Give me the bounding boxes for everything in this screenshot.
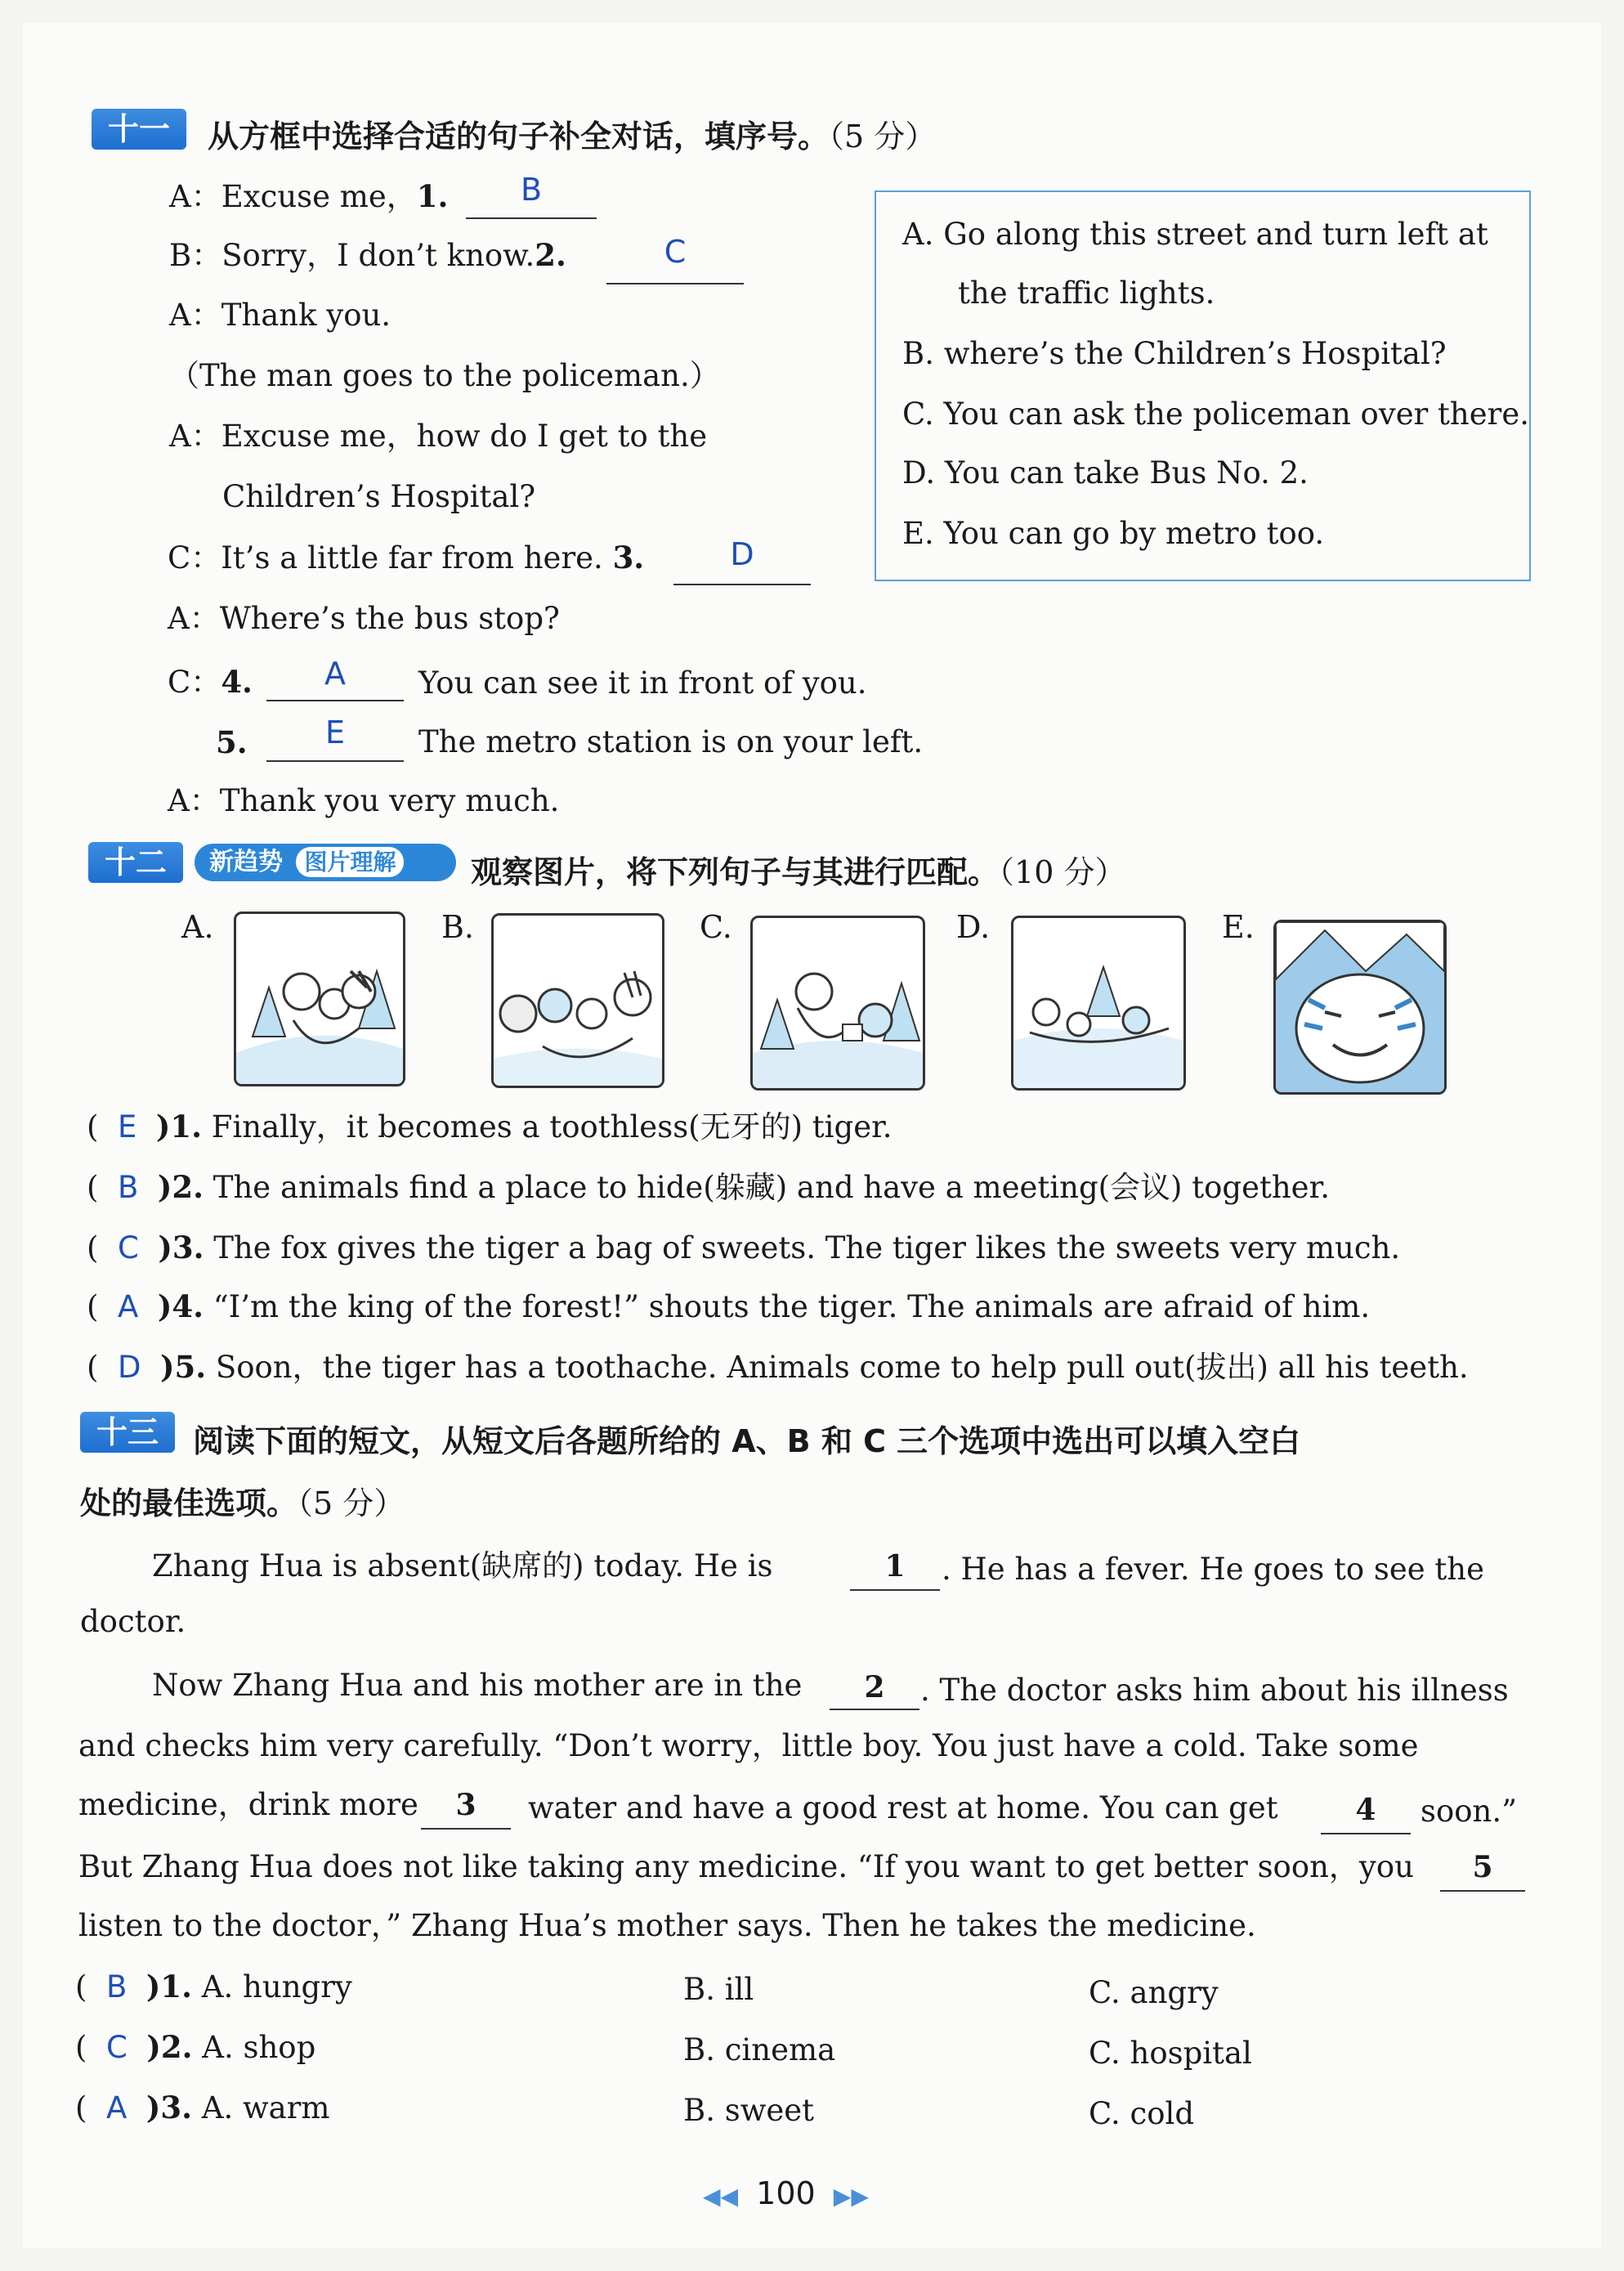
passage-blank-2-num: 2 — [864, 1670, 885, 1704]
passage-line-2h: listen to the doctor，” Zhang Hua’s mother says. Then he takes the medicine. — [78, 1908, 1256, 1943]
answer-5: E — [324, 714, 345, 750]
match-item-1: ( E )1. Finally，it becomes a toothless(无牙的) tiger. — [87, 1109, 893, 1144]
answer-4: A — [324, 656, 346, 692]
dialogue-line-4: （The man goes to the policeman.） — [169, 358, 720, 393]
passage-blank-1-num: 1 — [884, 1549, 906, 1583]
question-1-option-b[interactable]: B. ill — [683, 1972, 754, 2007]
dialogue-line-10-post: The metro station is on your left. — [418, 724, 924, 759]
next-page-icon: ▶▶ — [833, 2183, 869, 2210]
passage-line-1a: Zhang Hua is absent(缺席的) today. He is — [152, 1548, 773, 1583]
match-item-5: ( D )5. Soon，the tiger has a toothache. Animals come to help pull out(拔出) all his teeth. — [87, 1349, 1469, 1385]
dialogue-line-10-num: 5. — [216, 724, 248, 760]
trend-tag: 新趋势 图片理解 — [195, 844, 456, 881]
dialogue-line-1: A：Excuse me，1. — [169, 178, 449, 214]
picture-label-a: A. — [181, 909, 214, 945]
picture-d — [1011, 916, 1186, 1091]
passage-line-2f: soon.” — [1420, 1794, 1518, 1829]
section-13-instruction-1: 阅读下面的短文，从短文后各题所给的 A、B 和 C 三个选项中选出可以填入空白 — [193, 1423, 1301, 1459]
question-2: ( C )2. A. shop — [75, 2029, 316, 2065]
passage-line-2d: medicine，drink more — [78, 1787, 418, 1822]
passage-line-2c: and checks him very carefully. “Don’t worry，little boy. You just have a cold. Take some — [78, 1728, 1419, 1763]
answer-1: B — [520, 172, 543, 208]
passage-line-2b: . The doctor asks him about his illness — [920, 1673, 1509, 1708]
question-1-option-c[interactable]: C. angry — [1089, 1975, 1219, 2010]
option-a: A. Go along this street and turn left at — [902, 217, 1488, 252]
prev-page-icon: ◀◀ — [703, 2183, 739, 2210]
option-b: B. where’s the Children’s Hospital? — [902, 336, 1447, 371]
section-12-instruction: 观察图片，将下列句子与其进行匹配。（10 分） — [471, 854, 1126, 890]
picture-label-b: B. — [441, 909, 475, 945]
picture-understanding-tag: 图片理解 — [296, 847, 404, 877]
passage-line-2e: water and have a good rest at home. You can get — [528, 1790, 1278, 1825]
passage-line-1c: doctor. — [80, 1604, 186, 1639]
question-3-option-c[interactable]: C. cold — [1089, 2096, 1195, 2131]
page-footer — [703, 2175, 869, 2215]
passage-blank-4-num: 4 — [1355, 1793, 1376, 1827]
question-3: ( A )3. A. warm — [75, 2090, 330, 2125]
passage-line-2a: Now Zhang Hua and his mother are in the — [152, 1668, 803, 1703]
passage-blank-5-num: 5 — [1472, 1850, 1493, 1884]
picture-c — [750, 916, 925, 1091]
answer-3: D — [730, 536, 754, 572]
option-e: E. You can go by metro too. — [902, 516, 1325, 551]
dialogue-line-7: C：It’s a little far from here. 3. — [168, 540, 645, 576]
picture-label-d: D. — [956, 909, 991, 945]
match-item-3: ( C )3. The fox gives the tiger a bag of sweets. The tiger likes the sweets very much. — [87, 1230, 1401, 1265]
question-2-option-b[interactable]: B. cinema — [683, 2032, 836, 2067]
option-c: C. You can ask the policeman over there. — [902, 396, 1529, 432]
dialogue-line-2: B：Sorry，I don’t know.2. — [169, 237, 566, 273]
options-box — [875, 190, 1531, 581]
section-12-badge: 十二 — [88, 842, 183, 883]
match-item-4: ( A )4. “I’m the king of the forest!” shouts the tiger. The animals are afraid of him. — [87, 1288, 1371, 1324]
section-11-badge: 十一 — [92, 109, 186, 150]
match-item-2: ( B )2. The animals find a place to hide(躲藏) and have a meeting(会议) together. — [87, 1169, 1330, 1205]
dialogue-line-11: A：Thank you very much. — [168, 783, 560, 818]
dialogue-line-8: A：Where’s the bus stop? — [168, 601, 560, 636]
passage-blank-3-num: 3 — [455, 1788, 476, 1822]
section-13-instruction-2: 处的最佳选项。（5 分） — [80, 1485, 405, 1521]
passage-line-1b: . He has a fever. He goes to see the — [942, 1552, 1485, 1587]
answer-2: C — [664, 234, 687, 270]
dialogue-line-5: A：Excuse me，how do I get to the — [169, 419, 708, 454]
question-2-option-c[interactable]: C. hospital — [1089, 2036, 1252, 2071]
dialogue-line-9: C：4. — [168, 664, 253, 700]
dialogue-line-9-post: You can see it in front of you. — [418, 665, 867, 701]
picture-label-e: E. — [1222, 909, 1255, 945]
question-1: ( B )1. A. hungry — [75, 1969, 352, 2004]
picture-b — [491, 913, 664, 1088]
picture-e — [1273, 920, 1447, 1095]
passage-line-2g: But Zhang Hua does not like taking any medicine. “If you want to get better soon，you — [78, 1849, 1414, 1884]
page-number: 100 — [756, 2175, 816, 2211]
section-11-instruction: 从方框中选择合适的句子补全对话，填序号。（5 分） — [208, 119, 937, 155]
option-d: D. You can take Bus No. 2. — [902, 455, 1309, 490]
question-3-option-b[interactable]: B. sweet — [683, 2093, 815, 2128]
picture-label-c: C. — [700, 909, 732, 945]
picture-a — [234, 912, 405, 1086]
option-a-cont: the traffic lights. — [958, 275, 1215, 311]
dialogue-line-3: A：Thank you. — [169, 298, 391, 333]
section-13-badge: 十三 — [80, 1412, 175, 1453]
dialogue-line-6: Children’s Hospital? — [222, 479, 536, 514]
